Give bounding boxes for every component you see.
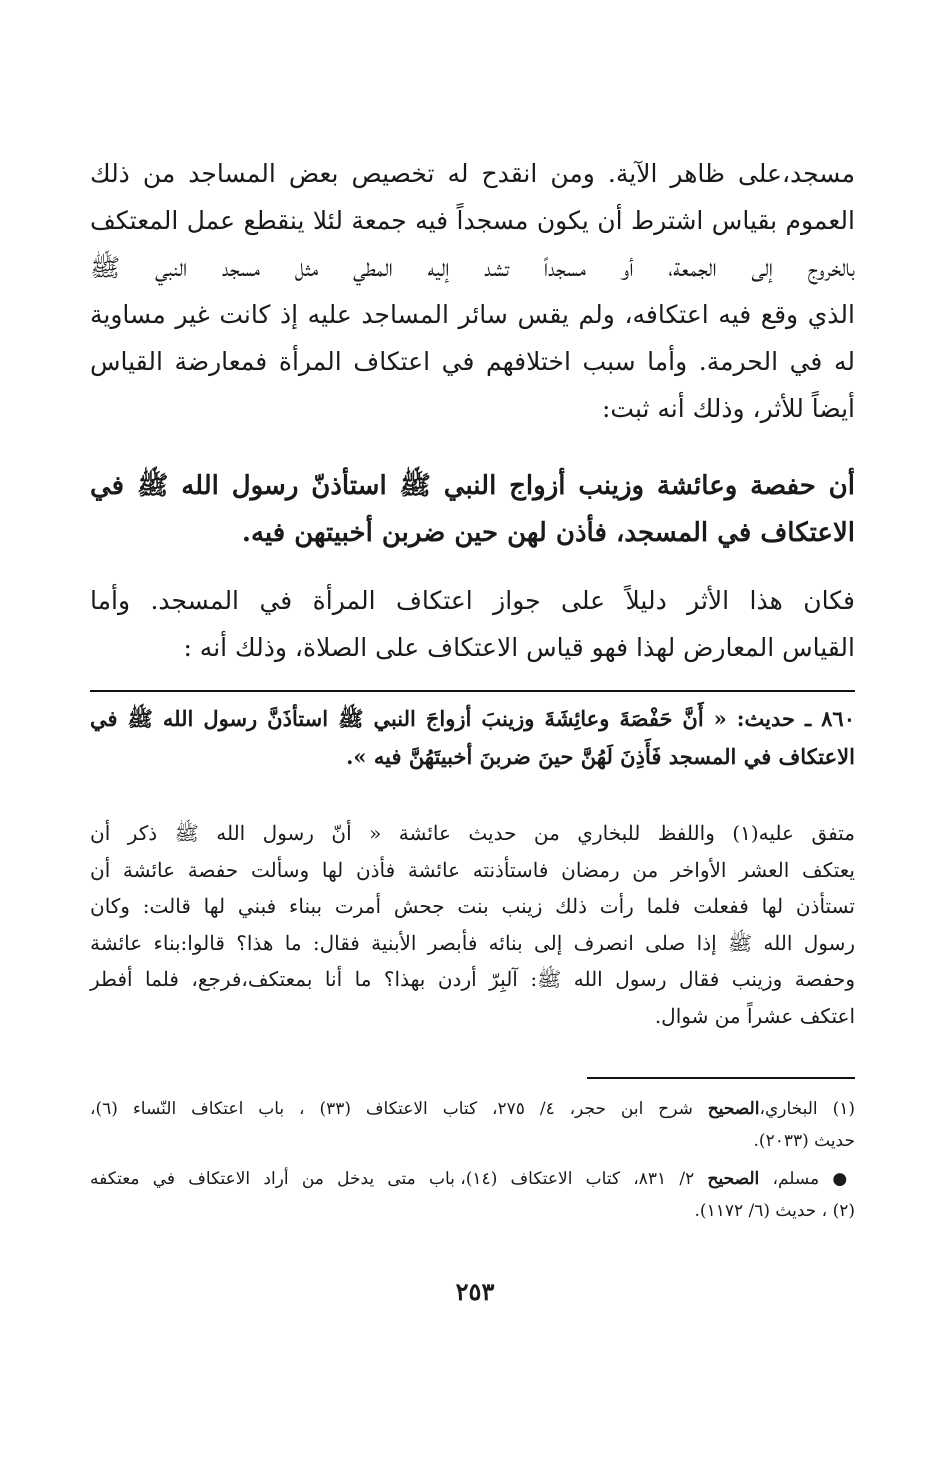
main-paragraph-1 [90,150,855,432]
text-line: متفق عليه(١) واللفظ للبخاري من حديث عائشة « أنّ رسول الله ﷺ ذكر أن [90,821,855,845]
main-paragraph-2 [90,577,855,671]
text-line: رسول الله ﷺ إذا صلى انصرف إلى بنائه فأبصر الأبنية فقال: ما هذا؟ قالوا:بناء عائشة [90,930,855,955]
text-line: أيضاً للأثر، وذلك أنه ثبت: [601,394,855,423]
footnote-2 [90,1163,855,1227]
quoted-narration [90,463,855,557]
text-line: اعتكف عشراً من شوال. [654,1003,855,1028]
text-line: (٢) ، حديث (٦/ ١١٧٢). [694,1201,855,1221]
text-line [90,1163,855,1195]
footnote-prefix: ● مسلم، [759,1169,856,1189]
text-line: حديث (٢٠٣٣). [753,1131,855,1151]
text-line: الذي وقع فيه اعتكافه، ولم يقس سائر المساجد عليه إذ كانت غير مساوية [90,300,855,329]
footnote-book-title: الصحيح [707,1169,760,1189]
footnote-divider [587,1077,855,1079]
footnote-reference: شرح ابن حجر، ٤/ ٢٧٥، كتاب الاعتكاف (٣٣) ، باب اعتكاف النّساء (٦)، [90,1099,708,1119]
text-line: القياس المعارض لهذا فهو قياس الاعتكاف على الصلاة، وذلك أنه : [183,633,855,662]
text-line: الاعتكاف في المسجد، فأذن لهن حين ضربن أخبيتهن فيه. [241,518,855,548]
text-line: وحفصة وزينب فقال رسول الله ﷺ: آلبِرّ أردن بهذا؟ ما أنا بمعتكف،فرجع، فلما أفطر [90,967,855,991]
text-line: له في الحرمة. وأما سبب اختلافهم في اعتكاف المرأة فمعارضة القياس [90,347,855,376]
text-line: فكان هذا الأثر دليلاً على جواز اعتكاف المرأة في المسجد. وأما [90,586,855,615]
text-line [90,1093,855,1125]
text-line: الاعتكاف في المسجد فَأَذِنَ لَهُنَّ حينَ ضربنَ أخبيتَهُنَّ فيه ». [346,744,855,769]
text-line: أن حفصة وعائشة وزينب أزواج النبي ﷺ استأذنّ رسول الله ﷺ في [90,471,855,501]
hadith-entry [90,700,855,776]
hadith-takhrij [90,815,855,1034]
text-line: تستأذن لها ففعلت فلما رأت ذلك زينب بنت جحش أمرت ببناء فبني لها قالت: وكان [90,894,855,918]
footnote-prefix: (١) البخاري، [759,1099,855,1119]
section-divider [90,690,855,692]
footnote-book-title: الصحيح [707,1099,760,1119]
text-line: مسجد،على ظاهر الآية. ومن انقدح له تخصيص بعض المساجد من ذلك [90,159,855,188]
text-line: يعتكف العشر الأواخر من رمضان فاستأذنته عائشة فأذن لها وسألت حفصة عائشة أن [90,857,855,882]
page-number: ٢٥٣ [455,1277,495,1306]
footnote-reference: ٢/ ٨٣١، كتاب الاعتكاف (١٤)، باب متى يدخل من أراد الاعتكاف في معتكفه [90,1169,708,1189]
footnote-1 [90,1093,855,1157]
text-line: بالخروج إلى الجمعة، أو مسجداً تشد إليه المطي مثل مسجد النبي ﷺ [90,253,855,282]
text-line: العموم بقياس اشترط أن يكون مسجداً فيه جمعة لئلا ينقطع عمل المعتكف [90,206,855,235]
text-line: ٨٦٠ ـ حديث: « أَنَّ حَفْصَةَ وعائِشَةَ وزينبَ أزواجَ النبي ﷺ استأذَنَّ رسول الله ﷺ في [90,706,855,731]
